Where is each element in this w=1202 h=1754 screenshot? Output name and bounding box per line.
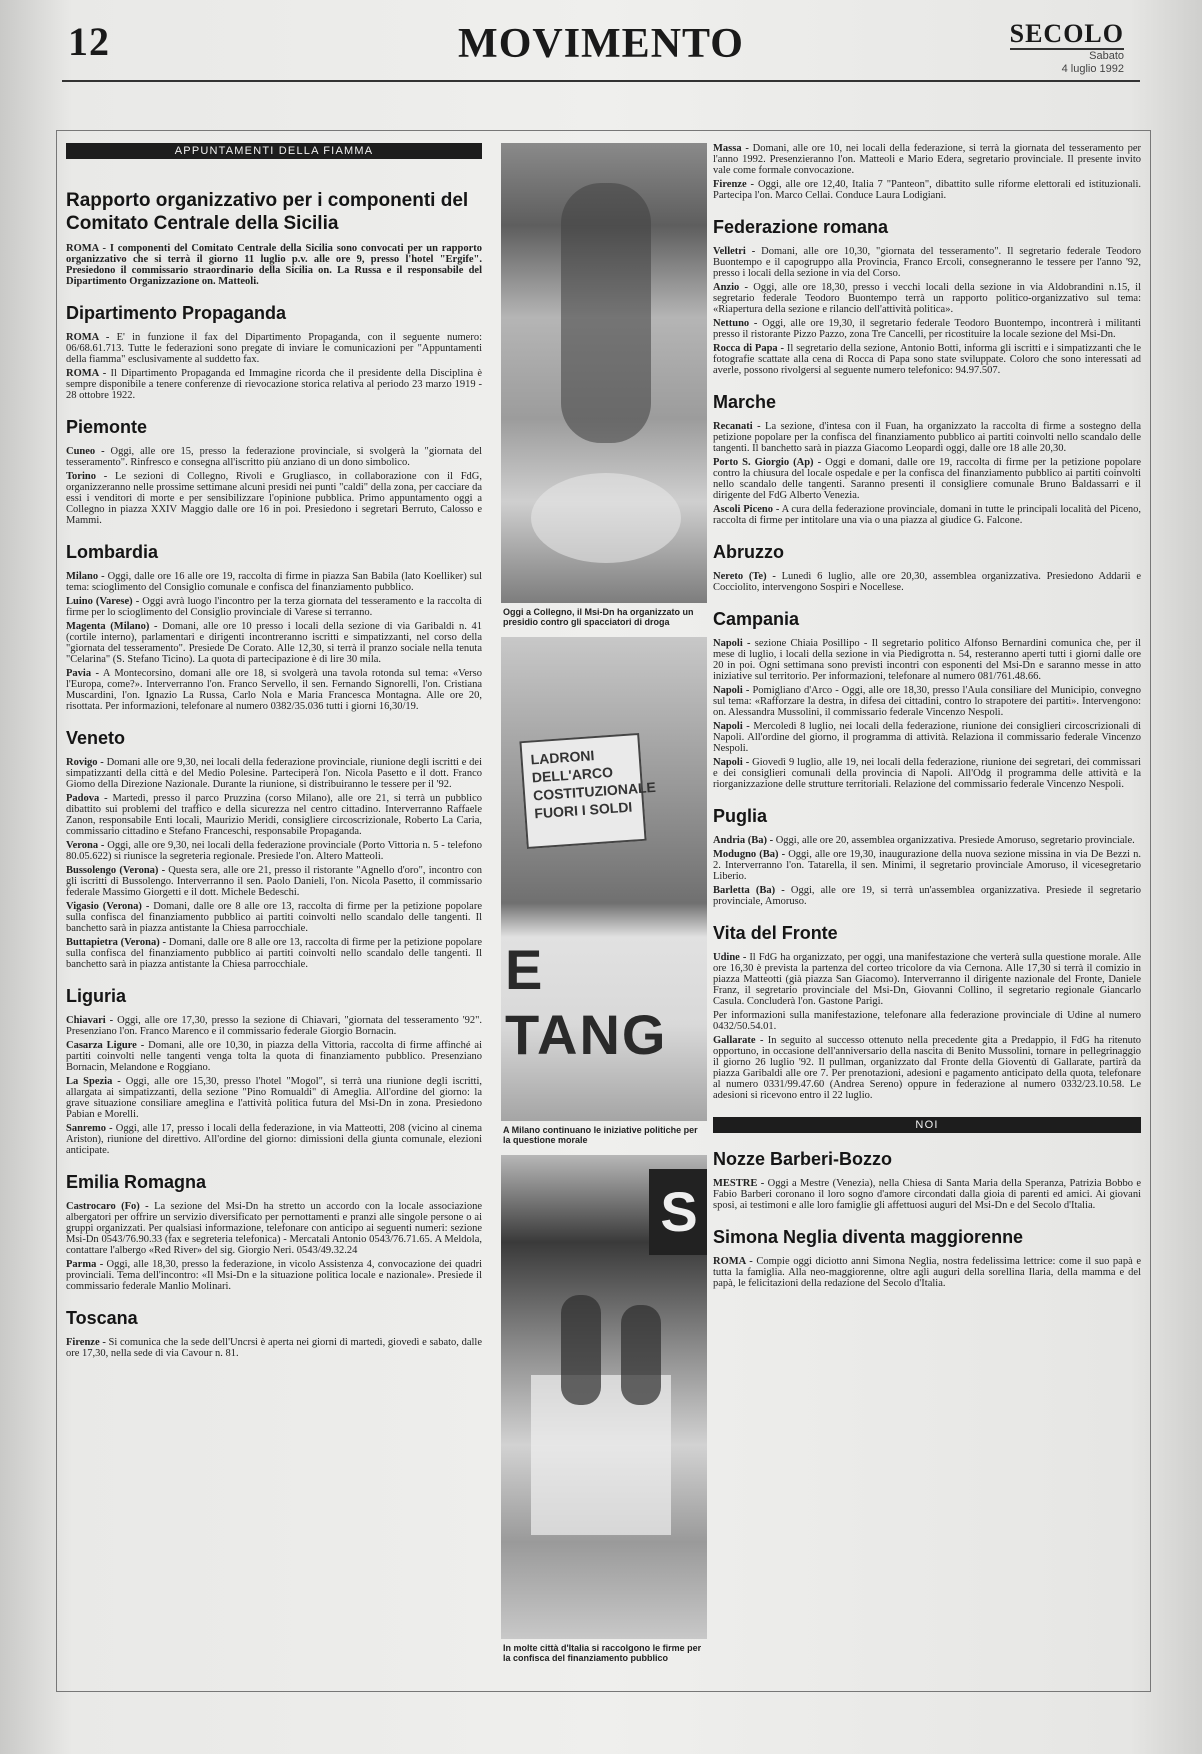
item-location: Rovigo - — [66, 757, 104, 768]
noi-sections — [713, 1149, 1141, 1289]
item-location: Verona - — [66, 840, 105, 851]
noi-heading: Nozze Barberi-Bozzo — [713, 1149, 893, 1169]
item-location: Cuneo - — [66, 446, 105, 457]
item-location: Napoli - — [713, 685, 750, 696]
header-rule — [62, 80, 1140, 82]
lead-headline: Rapporto organizzativo per i componenti del Comitato Centrale della Sicilia — [66, 190, 469, 234]
item-location: Pavia - — [66, 668, 100, 679]
region-item: Udine - Il FdG ha organizzato, per oggi, una manifestazione che verterà sulla questione morale. Alle ore 16,30 è prevista la partenza del corteo tricolore da via Cernona. Alle 17,30 si terrà il comizio in piazza Matteotti (già piazza San Giacomo). Interverranno il dirigente nazionale del Fronte, Daniele Franz, il segretario provinciale del Msi-Dn, Giovanni Collino, il segretario regionale Giancarlo Casula. Concluderà l'on. Gastone Parigi. — [713, 952, 1141, 1007]
item-location: ROMA - — [66, 368, 107, 379]
item-location: Sanremo - — [66, 1123, 113, 1134]
item-location: Milano - — [66, 571, 105, 582]
region-heading: Emilia Romagna — [66, 1172, 207, 1192]
region-item: Vigasio (Verona) - Domani, dalle ore 8 alle ore 13, raccolta di firme per la petizione popolare sulla confisca del finanziamento pubblico ai partiti coinvolti nello scandalo delle tangenti. Il banchetto sarà in piazza antistante la Chiesa parrocchiale. — [66, 901, 482, 934]
region-item: Modugno (Ba) - Oggi, alle ore 19,30, inaugurazione della nuova sezione missina in via De Bezzi n. 2. Interverranno l'on. Tatarella, il sen. Minimi, il segretario provinciale Amoruso, il vicesegretario Liberio. — [713, 849, 1141, 882]
photo-figure — [561, 183, 651, 443]
region-item: Per informazioni sulla manifestazione, telefonare alla federazione provinciale di Udine al numero 0432/50.54.01. — [713, 1010, 1141, 1032]
item-location: Napoli - — [713, 638, 751, 649]
region-heading: Piemonte — [66, 417, 148, 437]
region-item: ROMA - Il Dipartimento Propaganda ed Immagine ricorda che il presidente della Disciplina è sempre disponibile a tenere conferenze di rievocazione storica relativa al periodo 23 marzo 1919 - 28 ottobre 1922. — [66, 368, 482, 401]
noi-band: NOI — [713, 1117, 1141, 1133]
item-location: Torino - — [66, 471, 108, 482]
masthead — [1010, 20, 1124, 76]
photo-person — [561, 1295, 601, 1405]
region-item: Rocca di Papa - Il segretario della sezione, Antonio Botti, informa gli iscritti e i simpatizzanti che le fotografie scattate alla cena di Rocca di Papa sono state sviluppate. Coloro che sono interessati ad averle, possono rivolgersi al seguente numero telefonico: 94.97.507. — [713, 343, 1141, 376]
shop-sign: S — [649, 1169, 707, 1255]
item-location: Castrocaro (Fo) - — [66, 1201, 149, 1212]
region-item: Velletri - Domani, alle ore 10,30, "giornata del tesseramento". Il segretario federale Teodoro Buontempo e il capogruppo alla Provincia, Franco Ercoli, consegneranno le tessere per l'anno '92, presso i locali della sezione in via del Corso. — [713, 246, 1141, 279]
photo-milano — [501, 637, 707, 1121]
item-location: Modugno (Ba) - — [713, 849, 786, 860]
photo-caption-2: A Milano continuano le iniziative politiche per la questione morale — [503, 1125, 698, 1145]
region-item: Bussolengo (Verona) - Questa sera, alle ore 21, presso il ristorante "Agnello d'oro", incontro con gli iscritti di Bussolengo. Interverranno il sen. Paolo Danieli, l'on. Nicola Pasetto, il commissario federale Massimo Giorgetti e il dott. Michele Bedeschi. — [66, 865, 482, 898]
region-item: Magenta (Milano) - Domani, alle ore 10 presso i locali della sezione di via Garibaldi n. 41 (cortile interno), parlamentari e dirigenti incontreranno iscritti e simpatizzanti, nel corso della "giornata del tesseramento". Presiede De Corato. Alle 12,30, si terrà il pranzo sociale nella tenuta "Celarina" (S. Stefano Ticino). La quota di partecipazione è di lire 30 mila. — [66, 621, 482, 665]
region-heading: Vita del Fronte — [713, 923, 838, 943]
photo-firme — [501, 1155, 707, 1639]
region-item: Sanremo - Oggi, alle 17, presso i locali della federazione, in via Matteotti, 208 (vicino al cinema Ariston), riunione del direttivo. All'ordine del giorno: dimissioni della giunta comunale, elezioni anticipate. — [66, 1123, 482, 1156]
item-location: Napoli - — [713, 757, 750, 768]
region-item: Parma - Oggi, alle 18,30, presso la federazione, in vicolo Assistenza 4, convocazione dei quadri provinciali. Tema dell'incontro: «Il Msi-Dn e la situazione politica locale e nazionale». Presiede il commissario federale Manlio Molinari. — [66, 1259, 482, 1292]
region-item: Napoli - sezione Chiaia Posillipo - Il segretario politico Alfonso Bernardini comunica che, per il mese di luglio, i locali della sezione in via Piedigrotta n. 54, resteranno aperti tutti i giorni dalle ore 20 in poi. Ogni settimana sono previsti incontri con esponenti del Msi-Dn e saranno messe in atto iniziative sul territorio. Per informazioni, telefonare al numero 081/761.48.66. — [713, 638, 1141, 682]
region-item: Napoli - Giovedì 9 luglio, alle 19, nei locali della federazione, riunione dei segretari, dei commissari e dei consiglieri comunali della provincia di Napoli. All'Odg il programma delle attività e la riorganizzazione delle strutture territoriali. Relazione del commissario federale Vincenzo Nespoli. — [713, 757, 1141, 790]
right-top-paras — [713, 143, 1141, 201]
region-item: ROMA - E' in funzione il fax del Dipartimento Propaganda, con il seguente numero: 06/68.61.713. Tutte le federazioni sono pregate di inviare le comunicazioni per "Appuntamenti della fiamma" esclusivamente al suddetto fax. — [66, 332, 482, 365]
region-heading: Abruzzo — [713, 542, 784, 562]
region-item: Napoli - Mercoledì 8 luglio, nei locali della federazione, riunione dei consiglieri circoscrizionali di Napoli. All'ordine del giorno, il programma di attività. Relaziona il commissario federale Vincenzo Nespoli. — [713, 721, 1141, 754]
section-band: APPUNTAMENTI DELLA FIAMMA — [66, 143, 482, 159]
item-location: Barletta (Ba) - — [713, 885, 785, 896]
page-number: 12 — [68, 19, 110, 64]
lead-text: ROMA - I componenti del Comitato Centrale della Sicilia sono convocati per un rapporto organizzativo che si terrà il giorno 11 luglio p.v. alle ore 9, presso l'hotel "Ergife". Presiedono il commissario straordinario della Sicilia on. La Russa e il responsabile del Dipartimento Organizzazione on. Matteoli. — [66, 243, 482, 287]
banner-text: E TANG — [505, 938, 668, 1066]
left-column — [66, 143, 482, 1678]
item-location: Andria (Ba) - — [713, 835, 774, 846]
item-location: Chiavari - — [66, 1015, 114, 1026]
photo-person — [621, 1305, 661, 1405]
region-item: Castrocaro (Fo) - La sezione del Msi-Dn ha stretto un accordo con la locale associazione albergatori per offrire un servizio diversificato per pernottamenti e pranzi alle singole persone o ai gruppi organizzati. Per qualsiasi informazione, telefonare con anticipo ai seguenti numeri: sezione Msi-Dn 0543/76.90.33 (fax e segreteria telefonica) - Mercatali Antonio 0543/76.71.65. A Meldola, contattare l'albergo «Red River» del sig. Giorgio Neri. 0543/49.32.24 — [66, 1201, 482, 1256]
region-item: Gallarate - In seguito al successo ottenuto nella precedente gita a Predappio, il FdG ha ritenuto opportuno, in occasione dell'anniversario della nascita di Benito Mussolini, tornare in pellegrinaggio il giorno 26 luglio '92. Il pullman, organizzato dal Fronte della Gioventù di Gallarate, partirà da piazza Garibaldi alle ore 7. Per prenotazioni, adesioni e pagamento anticipato della quota, telefonare al numero 0331/99.47.60 (Andrea Sereno) oppure in federazione al numero 0332/23.10.58. Le adesioni si ricevono entro il 22 luglio. — [713, 1035, 1141, 1101]
region-item: La Spezia - Oggi, alle ore 15,30, presso l'hotel "Mogol", si terrà una riunione degli iscritti, allargata ai simpatizzanti, della sezione "Pino Romualdi" di Ameglia. All'ordine del giorno: la grave situazione consiliare ameglina e l'attività politica futura del Msi-Dn in zona. Presiedono Pabian e Morelli. — [66, 1076, 482, 1120]
photo-collegno — [501, 143, 707, 603]
item-location: Nettuno - — [713, 318, 758, 329]
region-item: Chiavari - Oggi, alle ore 17,30, presso la sezione di Chiavari, "giornata del tesseramento '92". Presenziano l'on. Franco Marenco e il commissario federale Giorgio Bornacin. — [66, 1015, 482, 1037]
region-item: Buttapietra (Verona) - Domani, dalle ore 8 alle ore 13, raccolta di firme per la petizione popolare sulla confisca del finanziamento pubblico ai partiti coinvolti nello scandalo delle tangenti. Il banchetto sarà in piazza antistante la Chiesa parrocchiale. — [66, 937, 482, 970]
region-item: Pavia - A Montecorsino, domani alle ore 18, si svolgerà una tavola rotonda sul tema: «Verso l'Europa, come?». Interverranno l'on. Franco Servello, il sen. Fernando Signorelli, l'on. Cristiana Muscardini, l'on. Ignazio La Russa, Carlo Nola e Maria Francesca Montagna. Alle ore 20, risottata. Per informazioni, telefonare al numero 0382/35.036 tutti i giorni 16,30/19. — [66, 668, 482, 712]
region-item: Anzio - Oggi, alle ore 18,30, presso i vecchi locali della sezione in via Aldobrandini n.15, il segretario federale Teodoro Buontempo terrà un rapporto politico-organizzativo sul tema: «Riapertura della sezione e rilancio dell'attività politica». — [713, 282, 1141, 315]
item-location: Anzio - — [713, 282, 749, 293]
region-heading: Dipartimento Propaganda — [66, 303, 287, 323]
right-column — [713, 143, 1141, 1678]
item-location: Magenta (Milano) - — [66, 621, 158, 632]
item-location: Ascoli Piceno - — [713, 504, 780, 515]
region-item: Barletta (Ba) - Oggi, alle ore 19, si terrà un'assemblea organizzativa. Presiede il segretario provinciale, Amoruso. — [713, 885, 1141, 907]
region-item: Andria (Ba) - Oggi, alle ore 20, assemblea organizzativa. Presiede Amoruso, segretario provinciale. — [713, 835, 1135, 846]
protest-sign: LADRONI DELL'ARCO COSTITUZIONALE FUORI I SOLDI — [519, 733, 646, 849]
region-heading: Campania — [713, 609, 800, 629]
item-location: Buttapietra (Verona) - — [66, 937, 166, 948]
region-item: Massa - Domani, alle ore 10, nei locali della federazione, si terrà la giornata del tesseramento per l'anno 1992. Presenzieranno l'on. Matteoli e Mario Edera, segretario provinciale. Il presente invito vale come formale convocazione. — [713, 143, 1141, 176]
item-location: Napoli - — [713, 721, 750, 732]
region-item: Recanati - La sezione, d'intesa con il Fuan, ha organizzato la raccolta di firme a sostegno della petizione popolare per la confisca del finanziamento pubblico ai partiti coinvolti nello scandalo delle tangenti. Il banchetto sarà in piazza Giacomo Leopardi oggi, dalle ore 18 alle 20,30. — [713, 421, 1141, 454]
item-location: Vigasio (Verona) - — [66, 901, 150, 912]
region-item: Cuneo - Oggi, alle ore 15, presso la federazione provinciale, si svolgerà la "giornata del tesseramento". Rinfresco e consegna all'iscritto più anziano di un dono simbolico. — [66, 446, 482, 468]
noi-item: MESTRE - Oggi a Mestre (Venezia), nella Chiesa di Santa Maria della Speranza, Patrizia Bobbo e Fabio Barberi coronano il loro sogno d'amore circondati dalla gioia di parenti ed amici. Ai giovani sposi, ai testimoni e alle loro famiglie gli affettuosi auguri del Msi-Dn e del Secolo d'Italia. — [713, 1178, 1141, 1211]
item-location: ROMA - — [66, 332, 110, 343]
region-item: Rovigo - Domani alle ore 9,30, nei locali della federazione provinciale, riunione degli iscritti e dei simpatizzanti della città e del Medio Polesine. Parteciperà l'on. Nicola Pasetto e il dott. Franco Giomo della Direzione Nazionale. Durante la riunione, si distribuiranno le tessere per il '92. — [66, 757, 482, 790]
item-location: Rocca di Papa - — [713, 343, 785, 354]
photo-highlight — [531, 473, 681, 563]
item-location: Padova - — [66, 793, 108, 804]
masthead-day: Sabato — [1089, 50, 1124, 62]
item-location: Casarza Ligure - — [66, 1040, 145, 1051]
region-item: Padova - Martedì, presso il parco Pruzzina (corso Milano), alle ore 21, si terrà un pubblico dibattito sui problemi del traffico e della sicurezza nel centro cittadino. Interverranno Raffaele Zanon, responsabile Enti locali, Maurizio Meridi, consigliere circoscrizionale, Roberto La Caria, commissario cittadino e Stefano Franceschi, responsabile Propaganda. — [66, 793, 482, 837]
item-location: La Spezia - — [66, 1076, 121, 1087]
region-heading: Marche — [713, 392, 777, 412]
section-title: MOVIMENTO — [458, 21, 744, 67]
region-heading: Federazione romana — [713, 217, 889, 237]
item-location: Firenze - — [66, 1337, 106, 1348]
region-heading: Veneto — [66, 728, 126, 748]
masthead-logo: SECOLO — [1009, 19, 1124, 48]
region-item: Firenze - Si comunica che la sede dell'Uncrsi è aperta nei giorni di martedì, giovedì e sabato, dalle ore 17,30, nella sede di via Cavour n. 81. — [66, 1337, 482, 1359]
masthead-date: 4 luglio 1992 — [1061, 63, 1124, 75]
region-item: Nereto (Te) - Lunedì 6 luglio, alle ore 20,30, assemblea organizzativa. Presiedono Addarii e Cocciolito, intervengono Sospiri e Nocellese. — [713, 571, 1141, 593]
region-item: Torino - Le sezioni di Collegno, Rivoli e Grugliasco, in collaborazione con il FdG, organizzeranno nelle prossime settimane alcuni presidi nei punti "caldi" della zona, per cacciare da essi i venditori di morte e per sensibilizzare l'opinione pubblica. Primo appuntamento oggi a Collegno in piazza XXIV Maggio dalle ore 16 in poi. Presiedono i segretari Berruto, Calosso e Mammi. — [66, 471, 482, 526]
noi-item: ROMA - Compie oggi diciotto anni Simona Neglia, nostra fedelissima lettrice: come il suo papà e tutta la famiglia. Alla neo-maggiorenne, oltre agli auguri della sorellina Ilaria, della mamma e del papà, le felicitazioni della redazione del Secolo d'Italia. — [713, 1256, 1141, 1289]
item-location: MESTRE - — [713, 1178, 765, 1189]
right-sections — [713, 217, 1141, 1101]
region-item: Nettuno - Oggi, alle ore 19,30, il segretario federale Teodoro Buontempo, incontrerà i militanti presso il ristorante Pizzo Pazzo, zona Tre Cancelli, per ricostituire la locale sezione del Msi-Dn. — [713, 318, 1141, 340]
region-item: Verona - Oggi, alle ore 9,30, nei locali della federazione provinciale (Porto Vittoria n. 5 - telefono 80.05.622) si riunisce la segreteria regionale. Presiede l'on. Altero Matteoli. — [66, 840, 482, 862]
photo-caption-1: Oggi a Collegno, il Msi-Dn ha organizzato un presidio contro gli spacciatori di droga — [503, 607, 694, 627]
region-item: Napoli - Pomigliano d'Arco - Oggi, alle ore 18,30, presso l'Aula consiliare del Municipio, convegno sul tema: «Rafforzare la destra, in difesa dei cittadini, contro lo strapotere dei partiti». Intervengono: on. Alessandra Mussolini, il commissario federale Vincenzo Nespoli. — [713, 685, 1141, 718]
item-location: Velletri - — [713, 246, 756, 257]
region-item: Casarza Ligure - Domani, alle ore 10,30, in piazza della Vittoria, raccolta di firme affinché ai partiti coinvolti nelle tangenti venga tolta la quota di finanziamento pubblico. Presenziano Bornacin, Melandone e Roggiano. — [66, 1040, 482, 1073]
region-item: Ascoli Piceno - A cura della federazione provinciale, domani in tutte le principali località del Piceno, raccolta di firme per intitolare una via o una piazza al giudice G. Falcone. — [713, 504, 1141, 526]
item-location: Firenze - — [713, 179, 755, 190]
region-heading: Lombardia — [66, 542, 159, 562]
item-location: Udine - — [713, 952, 747, 963]
item-location: Massa - — [713, 143, 749, 154]
item-location: Luino (Varese) - — [66, 596, 140, 607]
item-location: Bussolengo (Verona) - — [66, 865, 166, 876]
item-location: Parma - — [66, 1259, 104, 1270]
left-sections — [66, 303, 482, 1359]
item-location: ROMA - — [713, 1256, 753, 1267]
region-item: Milano - Oggi, dalle ore 16 alle ore 19, raccolta di firme in piazza San Babila (lato Koelliker) sul tema: scioglimento del Consiglio comunale e confisca del finanziamento pubblico. — [66, 571, 482, 593]
photo-column — [501, 143, 707, 1678]
region-heading: Liguria — [66, 986, 127, 1006]
region-heading: Puglia — [713, 806, 768, 826]
item-location: Gallarate - — [713, 1035, 764, 1046]
region-item: Firenze - Oggi, alle ore 12,40, Italia 7 "Panteon", dibattito sulle riforme elettorali ed istituzionali. Partecipa l'on. Marco Cellai. Conduce Laura Lodigiani. — [713, 179, 1141, 201]
item-location: Nereto (Te) - — [713, 571, 776, 582]
region-item: Luino (Varese) - Oggi avrà luogo l'incontro per la terza giornata del tesseramento e la raccolta di firme per lo scioglimento del Consiglio provinciale di Varese si terranno. — [66, 596, 482, 618]
photo-caption-3: In molte città d'Italia si raccolgono le firme per la confisca del finanziamento pubblico — [503, 1643, 702, 1663]
region-heading: Toscana — [66, 1308, 138, 1328]
region-item: Porto S. Giorgio (Ap) - Oggi e domani, dalle ore 19, raccolta di firme per la petizione popolare contro la chiusura del locale ospedale e per la confisca del finanziamento pubblico ai partiti coinvolti nello scandalo delle tangenti. Saranno presenti il consigliere comunale Bruno Baldassarri e il dirigente del FdG Alberto Venezia. — [713, 457, 1141, 501]
item-location: Recanati - — [713, 421, 761, 432]
noi-heading: Simona Neglia diventa maggiorenne — [713, 1227, 1024, 1247]
item-location: Porto S. Giorgio (Ap) - — [713, 457, 822, 468]
